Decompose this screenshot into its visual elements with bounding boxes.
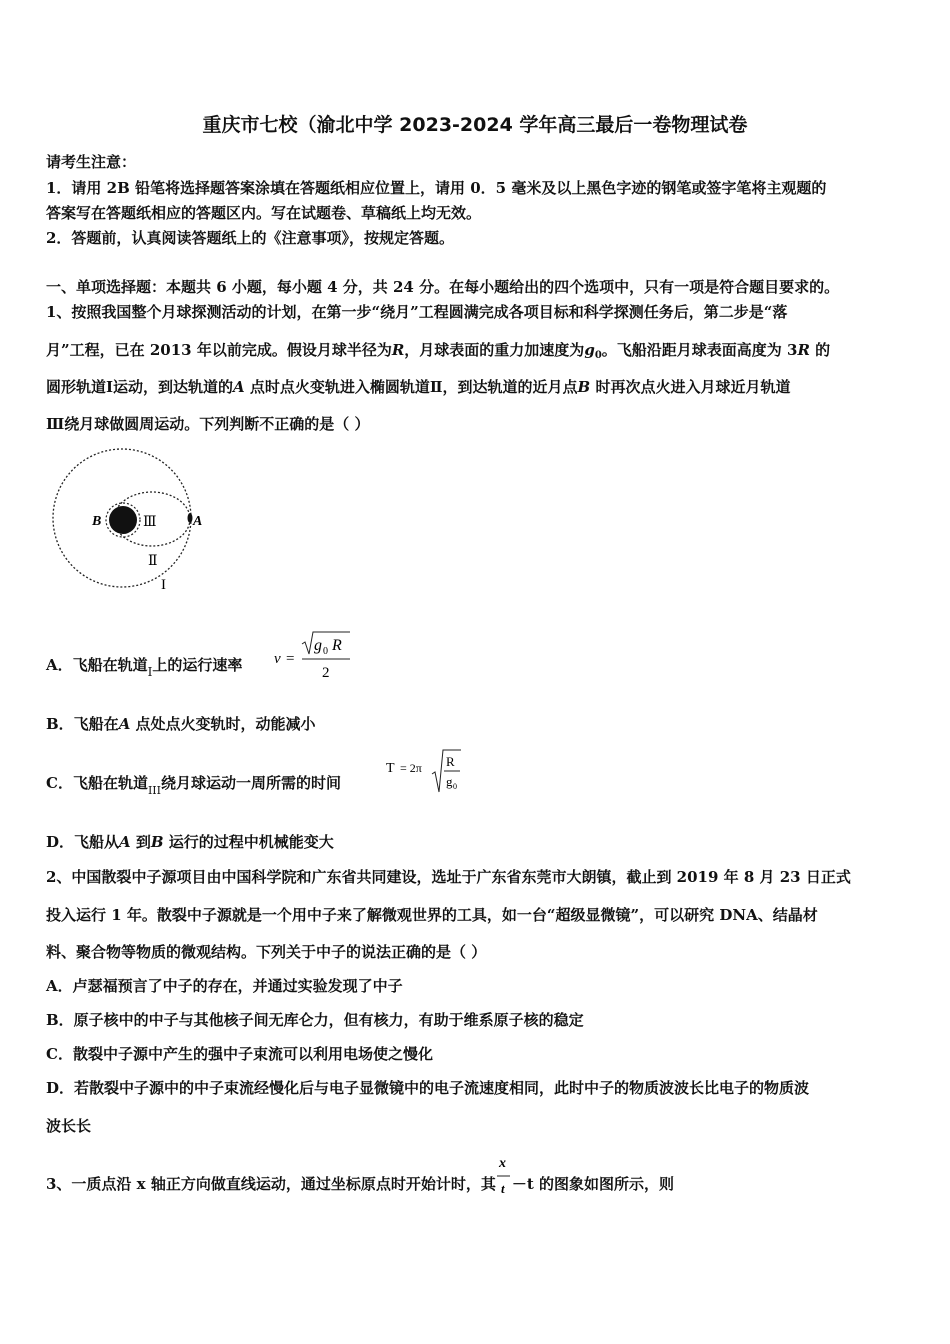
point-A-dot (188, 513, 193, 523)
q1-line-4: Ⅲ绕月球做圆周运动。下列判断不正确的是（ ） (46, 415, 370, 433)
q2-line-1: 2、中国散裂中子源项目由中国科学院和广东省共同建设，选址于广东省东莞市大朗镇，截止到 2019 年 8 月 23 日正式 (46, 868, 851, 886)
formula-x-over-t (496, 1156, 512, 1196)
label-B: B (92, 514, 102, 529)
q1-option-d: D．飞船从A 到B 运行的过程中机械能变大 (46, 833, 334, 851)
svg-text:2: 2 (322, 665, 330, 681)
svg-text:0: 0 (323, 646, 328, 657)
orbit-diagram (48, 446, 218, 594)
q1-line-1: 1、按照我国整个月球探测活动的计划，在第一步“绕月”工程圆满完成各项目标和科学探测任务后，第二步是“落 (46, 303, 788, 321)
svg-text:g: g (446, 774, 453, 789)
notice-line-1-cont: 答案写在答题纸相应的答题区内。写在试题卷、草稿纸上均无效。 (46, 204, 482, 222)
q1-line-2: 月”工程，已在 2013 年以前完成。假设月球半径为R，月球表面的重力加速度为$g_0$。飞船沿距月球表面高度为 3R 的 (46, 341, 831, 361)
q2-option-a: A．卢瑟福预言了中子的存在，并通过实验发现了中子 (46, 977, 403, 995)
section-heading: 一、单项选择题：本题共 6 小题，每小题 4 分，共 24 分。在每小题给出的四个选项中，只有一项是符合题目要求的。 (46, 278, 840, 296)
svg-text:g: g (314, 637, 322, 654)
svg-text:R: R (332, 637, 342, 654)
notice-line-2: 2．答题前，认真阅读答题纸上的《注意事项》，按规定答题。 (46, 229, 454, 247)
q2-option-c: C．散裂中子源中产生的强中子束流可以利用电场使之慢化 (46, 1045, 433, 1063)
svg-text:x: x (498, 1156, 506, 1171)
q2-option-d: D．若散裂中子源中的中子束流经慢化后与电子显微镜中的电子流速度相同，此时中子的物质波波长比电子的物质波 (46, 1079, 810, 1097)
svg-text:0: 0 (453, 782, 457, 791)
page-title: 重庆市七校（渝北中学 2023-2024 学年高三最后一卷物理试卷 (202, 114, 748, 136)
notice-line-1: 1．请用 2B 铅笔将选择题答案涂填在答题纸相应位置上，请用 0．5 毫米及以上黑色字迹的钢笔或签字笔将主观题的 (46, 179, 827, 197)
q2-line-2: 投入运行 1 年。散裂中子源就是一个用中子来了解微观世界的工具，如一台“超级显微镜”，可以研究 DNA、结晶材 (46, 906, 818, 924)
q2-option-d-cont: 波长长 (46, 1117, 92, 1135)
label-III: Ⅲ (143, 515, 157, 530)
svg-text:T: T (386, 761, 395, 776)
label-A: A (193, 514, 203, 529)
formula-velocity (272, 626, 362, 682)
q1-line-3: 圆形轨道Ⅰ运动，到达轨道的A 点时点火变轨进入椭圆轨道Ⅱ，到达轨道的近月点B 时再次点火进入月球近月轨道 (46, 378, 791, 396)
q2-option-b: B．原子核中的中子与其他核子间无库仑力，但有核力，有助于维系原子核的稳定 (46, 1011, 584, 1029)
label-II: Ⅱ (148, 554, 158, 569)
notice-heading: 请考生注意： (46, 153, 137, 171)
svg-text:t: t (500, 1181, 505, 1196)
q1-option-c: C．飞船在轨道$_{III}$绕月球运动一周所需的时间 (46, 774, 342, 797)
svg-text:R: R (446, 754, 455, 769)
label-I: I (161, 577, 166, 593)
svg-text:v: v (274, 651, 281, 667)
q1-option-b: B．飞船在A 点处点火变轨时，动能减小 (46, 715, 316, 733)
moon (109, 506, 137, 534)
q3-text: 3、一质点沿 x 轴正方向做直线运动，通过坐标原点时开始计时，其 x t －t 的图象如图所示，则 (46, 1156, 674, 1196)
formula-period (386, 746, 466, 796)
q1-option-a: A．飞船在轨道$_I$上的运行速率 (46, 656, 243, 679)
q2-line-3: 料、聚合物等物质的微观结构。下列关于中子的说法正确的是（ ） (46, 943, 487, 961)
svg-text:= 2π: = 2π (400, 761, 422, 775)
svg-text:=: = (286, 651, 295, 667)
